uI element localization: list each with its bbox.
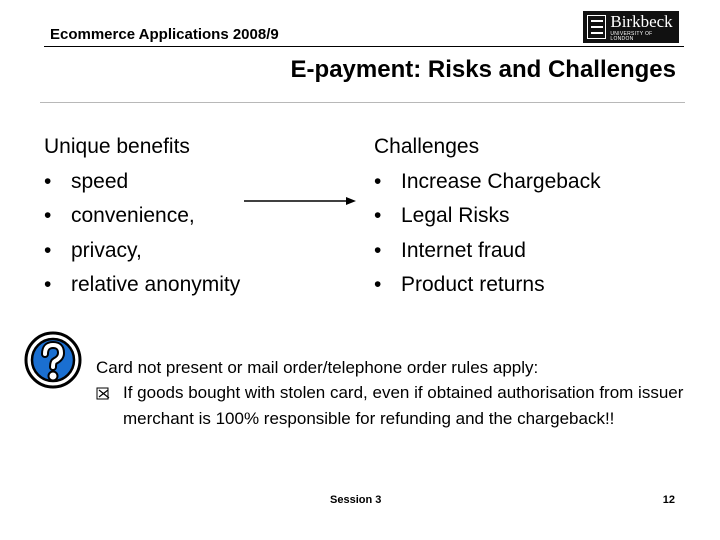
crest-icon: [587, 15, 606, 39]
list-item: • Increase Chargeback: [374, 165, 601, 200]
course-title: Ecommerce Applications 2008/9: [50, 26, 279, 43]
list-item: • privacy,: [44, 234, 240, 269]
unique-benefits-column: [44, 130, 240, 303]
note-sub-item: [96, 380, 696, 431]
header-divider: [44, 46, 684, 47]
logo-subtitle: UNIVERSITY OF LONDON: [610, 30, 653, 42]
column-heading: Challenges: [374, 135, 480, 158]
checkbox-bullet-icon: [96, 386, 110, 400]
note-block: [96, 358, 696, 431]
note-sub-text: If goods bought with stolen card, even if obtained authorisation from issuer merchant is 100% responsible for refunding and the chargeback!!: [123, 383, 684, 428]
challenges-column: [374, 130, 601, 303]
note-main: Card not present or mail order/telephone order rules apply:: [96, 358, 539, 377]
page-number: 12: [662, 494, 675, 506]
list-item: • Internet fraud: [374, 234, 601, 269]
slide-title: E-payment: Risks and Challenges: [290, 56, 676, 83]
logo-name: Birkbeck: [610, 11, 673, 31]
benefits-list: [44, 165, 240, 303]
list-item: • speed: [44, 165, 240, 200]
column-heading: Unique benefits: [44, 135, 190, 158]
list-item: • Legal Risks: [374, 199, 601, 234]
session-label: Session 3: [330, 494, 382, 506]
list-item: • Product returns: [374, 268, 601, 303]
birkbeck-logo: [583, 11, 679, 43]
challenges-list: [374, 165, 601, 303]
list-item: • relative anonymity: [44, 268, 240, 303]
right-arrow-icon: [244, 195, 356, 207]
list-item: • convenience,: [44, 199, 240, 234]
title-divider: [40, 102, 685, 103]
question-mark-icon: [17, 330, 89, 390]
